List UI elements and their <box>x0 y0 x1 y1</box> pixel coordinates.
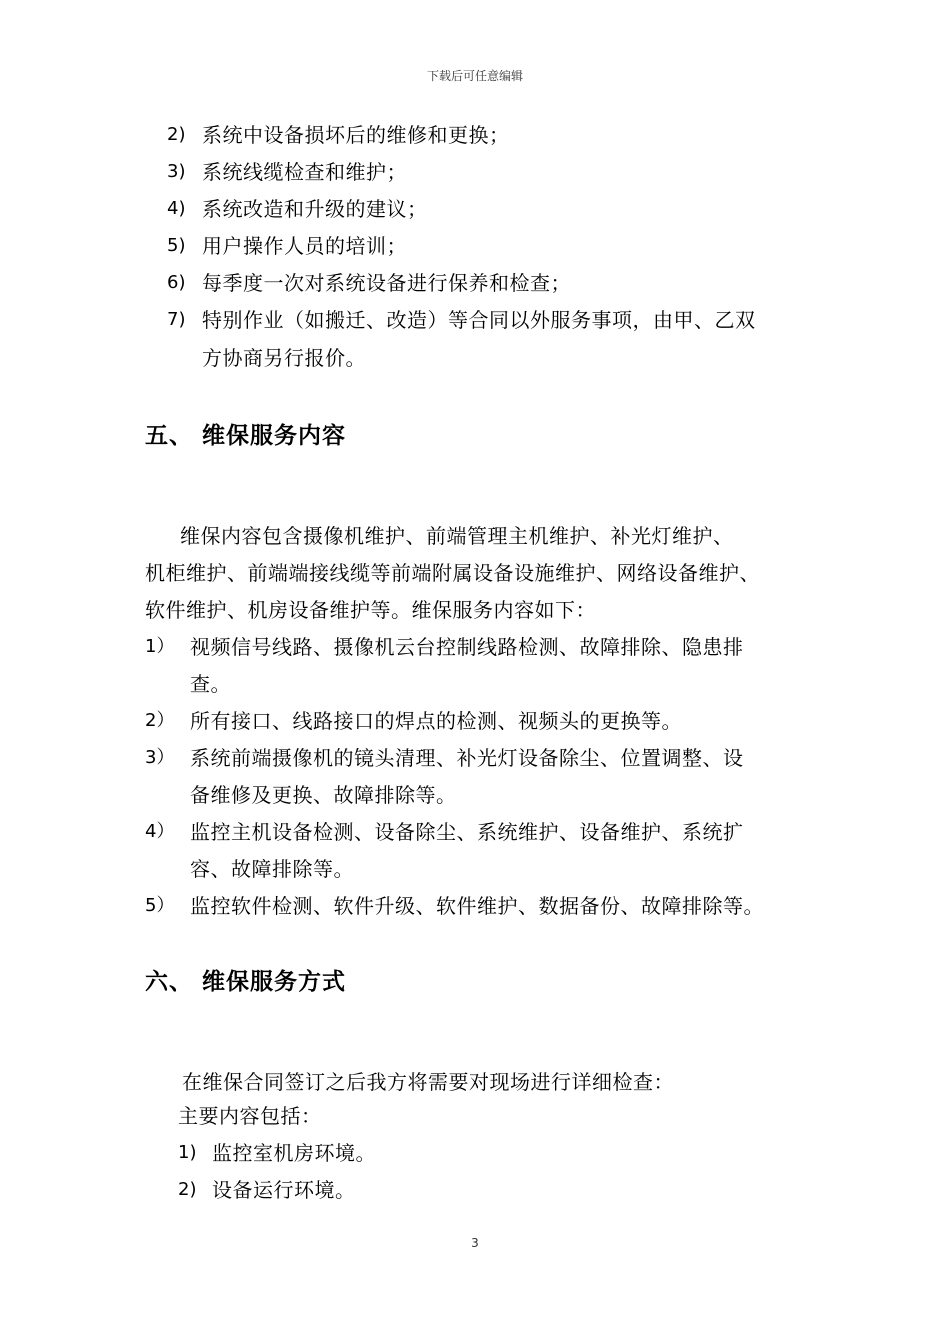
paragraph-line: 主要内容包括： <box>178 1104 322 1128</box>
list-item-text: 系统前端摄像机的镜头清理、补光灯设备除尘、位置调整、设 <box>190 746 744 770</box>
list-item-text: 用户操作人员的培训； <box>202 234 407 258</box>
list-item-text: 备维修及更换、故障排除等。 <box>190 783 457 807</box>
paragraph-line: 机柜维护、前端端接线缆等前端附属设备设施维护、网络设备维护、 <box>145 561 760 585</box>
list-item-number: 1) <box>178 1142 197 1163</box>
list-item-number: 2) <box>178 1179 197 1200</box>
list-item-text: 方协商另行报价。 <box>202 346 366 370</box>
list-item-text: 监控软件检测、软件升级、软件维护、数据备份、故障排除等。 <box>190 894 764 918</box>
list-item-text: 视频信号线路、摄像机云台控制线路检测、故障排除、隐患排 <box>190 635 744 659</box>
list-item-text: 监控室机房环境。 <box>212 1141 376 1165</box>
list-item-text: 系统线缆检查和维护； <box>202 160 407 184</box>
paragraph-line: 维保内容包含摄像机维护、前端管理主机维护、补光灯维护、 <box>180 524 734 548</box>
list-item-number: 4) <box>167 198 186 219</box>
paragraph-line: 在维保合同签订之后我方将需要对现场进行详细检查： <box>182 1070 674 1094</box>
list-item-text: 系统改造和升级的建议； <box>202 197 428 221</box>
section-heading: 五、 维保服务内容 <box>145 423 347 449</box>
list-item-number: 5) <box>167 235 186 256</box>
paragraph-line: 软件维护、机房设备维护等。维保服务内容如下： <box>145 598 596 622</box>
list-item-number: 3) <box>167 161 186 182</box>
list-item-number: 4） <box>145 821 175 842</box>
list-item-text: 每季度一次对系统设备进行保养和检查； <box>202 271 571 295</box>
list-item-text: 容、故障排除等。 <box>190 857 354 881</box>
list-item-text: 监控主机设备检测、设备除尘、系统维护、设备维护、系统扩 <box>190 820 744 844</box>
list-item-number: 1） <box>145 636 175 657</box>
list-item-number: 5） <box>145 895 175 916</box>
section-heading: 六、 维保服务方式 <box>145 969 347 995</box>
list-item-text: 系统中设备损坏后的维修和更换； <box>202 123 510 147</box>
list-item-number: 6) <box>167 272 186 293</box>
list-item-number: 2） <box>145 710 175 731</box>
list-item-text: 设备运行环境。 <box>212 1178 356 1202</box>
list-item-text: 查。 <box>190 672 231 696</box>
list-item-number: 2) <box>167 124 186 145</box>
list-item-number: 3） <box>145 747 175 768</box>
list-item-text: 所有接口、线路接口的焊点的检测、视频头的更换等。 <box>190 709 682 733</box>
list-item-number: 7) <box>167 309 186 330</box>
page-header: 下载后可任意编辑 <box>426 69 523 83</box>
list-item-text: 特别作业（如搬迁、改造）等合同以外服务事项，由甲、乙双 <box>202 308 756 332</box>
page-number: 3 <box>471 1236 479 1250</box>
